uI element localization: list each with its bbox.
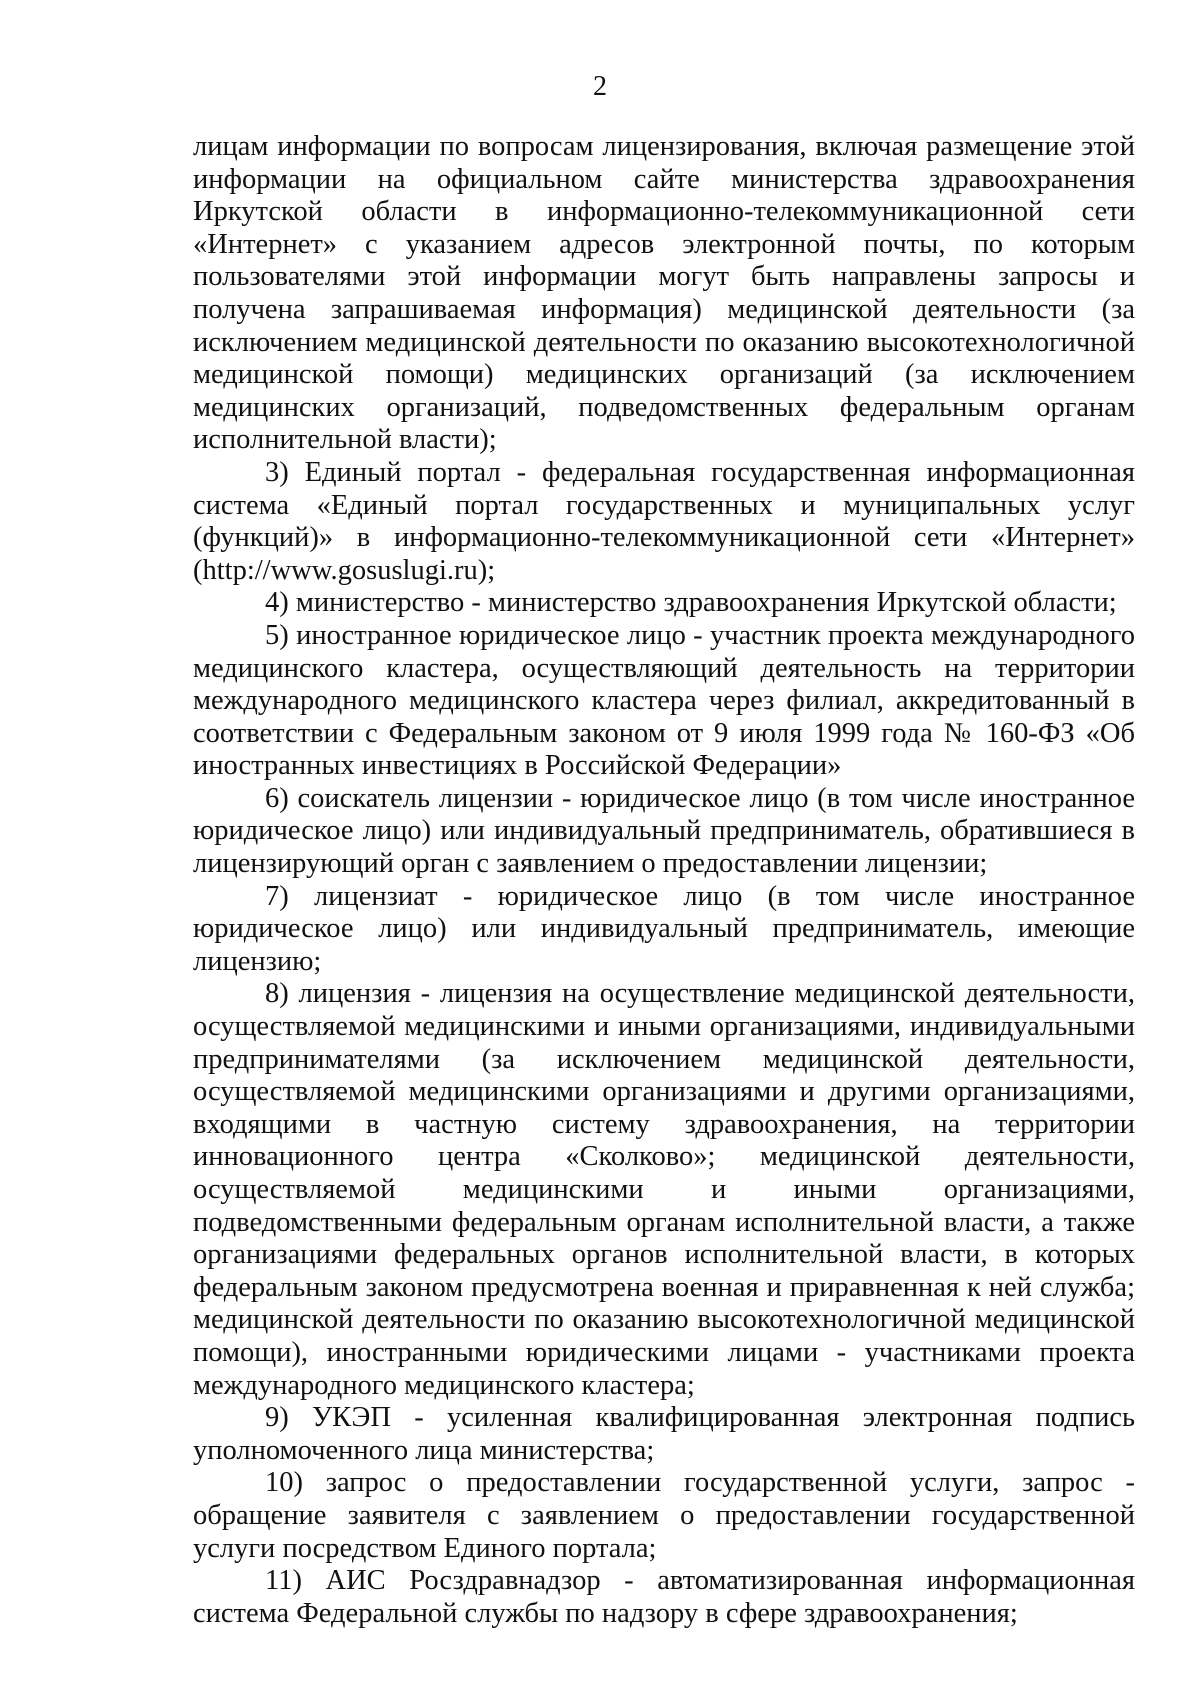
document-body <box>193 131 1135 1630</box>
paragraph-item-9: 9) УКЭП - усиленная квалифицированная электронная подпись уполномоченного лица министерства; <box>193 1402 1135 1466</box>
paragraph-item-5: 5) иностранное юридическое лицо - участник проекта международного медицинского кластера, осуществляющий деятельность на территории международного медицинского кластера через филиал, аккредитованный в соответствии с Федеральным законом от 9 июля 1999 года № 160-ФЗ «Об иностранных инвестициях в Российской Федерации» <box>193 619 1135 782</box>
paragraph-item-6: 6) соискатель лицензии - юридическое лицо (в том числе иностранное юридическое лицо) или индивидуальный предприниматель, обратившиеся в лицензирующий орган с заявлением о предоставлении лицензии; <box>193 782 1135 880</box>
paragraph-item-11: 11) АИС Росздравнадзор - автоматизированная информационная система Федеральной службы по надзору в сфере здравоохранения; <box>193 1565 1135 1629</box>
paragraph-item-10: 10) запрос о предоставлении государственной услуги, запрос - обращение заявителя с заявлением о предоставлении государственной услуги посредством Единого портала; <box>193 1467 1135 1564</box>
paragraph-item-4: 4) министерство - министерство здравоохранения Иркутской области; <box>265 587 1117 619</box>
paragraph-item-8: 8) лицензия - лицензия на осуществление медицинской деятельности, осуществляемой медицинскими и иными организациями, индивидуальными предпринимателями (за исключением медицинской деятельности, осуществляемой медицинскими организациями и другими организациями, входящими в частную систему здравоохранения, на территории инновационного центра «Сколково»; медицинской деятельности, осуществляемой медицинскими и иными организациями, подведомственными федеральным органам исполнительной власти, а также организациями федеральных органов исполнительной власти, в которых федеральным законом предусмотрена военная и приравненная к ней служба; медицинской деятельности по оказанию высокотехнологичной медицинской помощи), иностранными юридическими лицами - участниками проекта международного медицинского кластера; <box>193 978 1135 1401</box>
paragraph-continuation: лицам информации по вопросам лицензирования, включая размещение этой информации на официальном сайте министерства здравоохранения Иркутской области в информационно-телекоммуникационной сети «Интернет» с указанием адресов электронной почты, по которым пользователями этой информации могут быть направлены запросы и получена запрашиваемая информация) медицинской деятельности (за исключением медицинской деятельности по оказанию высокотехнологичной медицинской помощи) медицинских организаций (за исключением медицинских организаций, подведомственных федеральным органам исполнительной власти); <box>193 131 1135 456</box>
paragraph-item-7: 7) лицензиат - юридическое лицо (в том числе иностранное юридическое лицо) или индивидуальный предприниматель, имеющие лицензию; <box>193 880 1135 977</box>
page-number: 2 <box>593 71 607 102</box>
paragraph-item-3: 3) Единый портал - федеральная государственная информационная система «Единый портал государственных и муниципальных услуг (функций)» в информационно-телекоммуникационной сети «Интернет» (http://www.gosuslugi.ru); <box>193 456 1135 586</box>
